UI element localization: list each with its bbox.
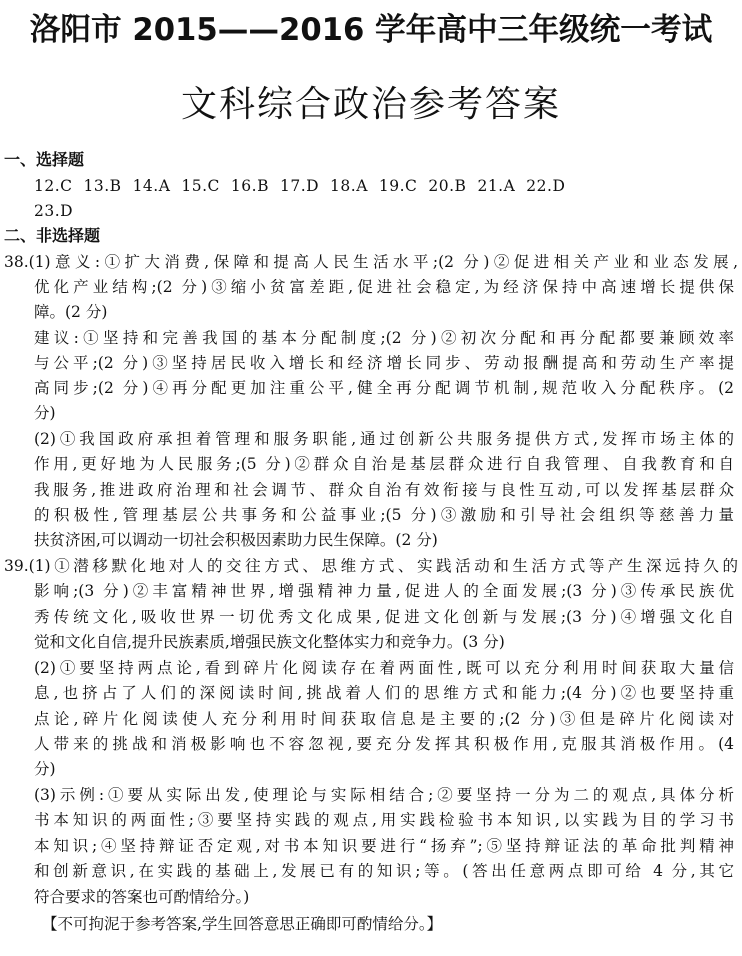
text-line: 点论,碎片化阅读使人充分利用时间获取信息是主要的;(2 分)③但是碎片化阅读对 [34, 710, 734, 728]
text-line: 和创新意识,在实践的基础上,发展已有的知识;等。(答出任意两点即可给 4 分,其它 [34, 862, 734, 880]
grading-note: 【不可拘泥于参考答案,学生回答意思正确即可酌情给分。】 [42, 915, 443, 933]
answer-row-1 [34, 174, 576, 198]
text-line: 扶贫济困,可以调动一切社会积极因素助力民生保障。(2 分) [34, 531, 438, 549]
text-line: (2)①我国政府承担着管理和服务职能,通过创新公共服务提供方式,发挥市场主体的 [34, 430, 734, 448]
answer-item: 18.A [330, 177, 368, 195]
page-title: 洛阳市 2015——2016 学年高中三年级统一考试 [29, 12, 713, 48]
answer-item: 14.A [132, 177, 171, 195]
text-line: 优化产业结构;(2 分)③缩小贫富差距,促进社会稳定,为经济保持中高速增长提供保 [34, 278, 734, 296]
text-line: 建议:①坚持和完善我国的基本分配制度;(2 分)②初次分配和再分配都要兼顾效率 [34, 329, 734, 347]
text-line: 高同步;(2 分)④再分配更加注重公平,健全再分配调节机制,规范收入分配秩序。(2 [34, 379, 734, 397]
text-line: 分) [34, 404, 56, 422]
text-line: 38.(1)意义:①扩大消费,保障和提高人民生活水平;(2 分)②促进相关产业和业态发展, [4, 253, 738, 271]
answer-item: 13.B [83, 177, 122, 195]
text-line: 的积极性,管理基层公共事务和公益事业;(5 分)③激励和引导社会组织等慈善力量 [34, 506, 734, 524]
answer-item: 15.C [181, 177, 220, 195]
answer-item: 20.B [428, 177, 467, 195]
text-line: 分) [34, 760, 56, 778]
text-line: 与公平;(2 分)③坚持居民收入增长和经济增长同步、劳动报酬提高和劳动生产率提 [34, 354, 734, 372]
text-line: 符合要求的答案也可酌情给分。) [34, 888, 250, 906]
answer-item: 21.A [477, 177, 516, 195]
text-line: 39.(1)①潜移默化地对人的交往方式、思维方式、实践活动和生活方式等产生深远持久的 [4, 557, 738, 575]
answer-row-2 [34, 199, 84, 223]
section-heading-non-choice: 二、非选择题 [4, 226, 101, 245]
text-line: 影响;(3 分)②丰富精神世界,增强精神力量,促进人的全面发展;(3 分)③传承民族优 [34, 582, 734, 600]
text-line: 我服务,推进政府治理和社会调节、群众自治有效衔接与良性互动,可以发挥基层群众 [34, 481, 734, 499]
answer-item: 17.D [279, 177, 320, 195]
text-line: (3)示例:①要从实际出发,使理论与实际相结合;②要坚持一分为二的观点,具体分析 [34, 786, 734, 804]
answer-item: 22.D [526, 177, 566, 195]
page-subtitle: 文科综合政治参考答案 [180, 84, 561, 125]
text-line: 本知识;④坚持辩证否定观,对书本知识要进行“扬弃”;⑤坚持辩证法的革命批判精神 [34, 837, 734, 855]
text-line: 秀传统文化,吸收世界一切优秀文化成果,促进文化创新与发展;(3 分)④增强文化自 [34, 608, 734, 626]
text-line: 觉和文化自信,提升民族素质,增强民族文化整体实力和竞争力。(3 分) [34, 633, 505, 651]
answer-item: 16.B [230, 177, 269, 195]
text-line: 书本知识的两面性;③要坚持实践的观点,用实践检验书本知识,以实践为目的学习书 [34, 811, 734, 829]
text-line: 人带来的挑战和消极影响也不容忽视,要充分发挥其积极作用,克服其消极作用。(4 [34, 735, 734, 753]
text-line: 障。(2 分) [34, 303, 108, 321]
section-heading-multiple-choice: 一、选择题 [4, 150, 85, 169]
answer-item: 23.D [34, 202, 74, 220]
answer-item: 19.C [378, 177, 418, 195]
text-line: (2)①要坚持两点论,看到碎片化阅读存在着两面性,既可以充分利用时间获取大量信 [34, 659, 734, 677]
text-line: 息,也挤占了人们的深阅读时间,挑战着人们的思维方式和能力;(4 分)②也要坚持重 [34, 684, 734, 702]
text-line: 作用,更好地为人民服务;(5 分)②群众自治是基层群众进行自我管理、自我教育和自 [34, 455, 734, 473]
answer-item: 12.C [34, 177, 73, 195]
